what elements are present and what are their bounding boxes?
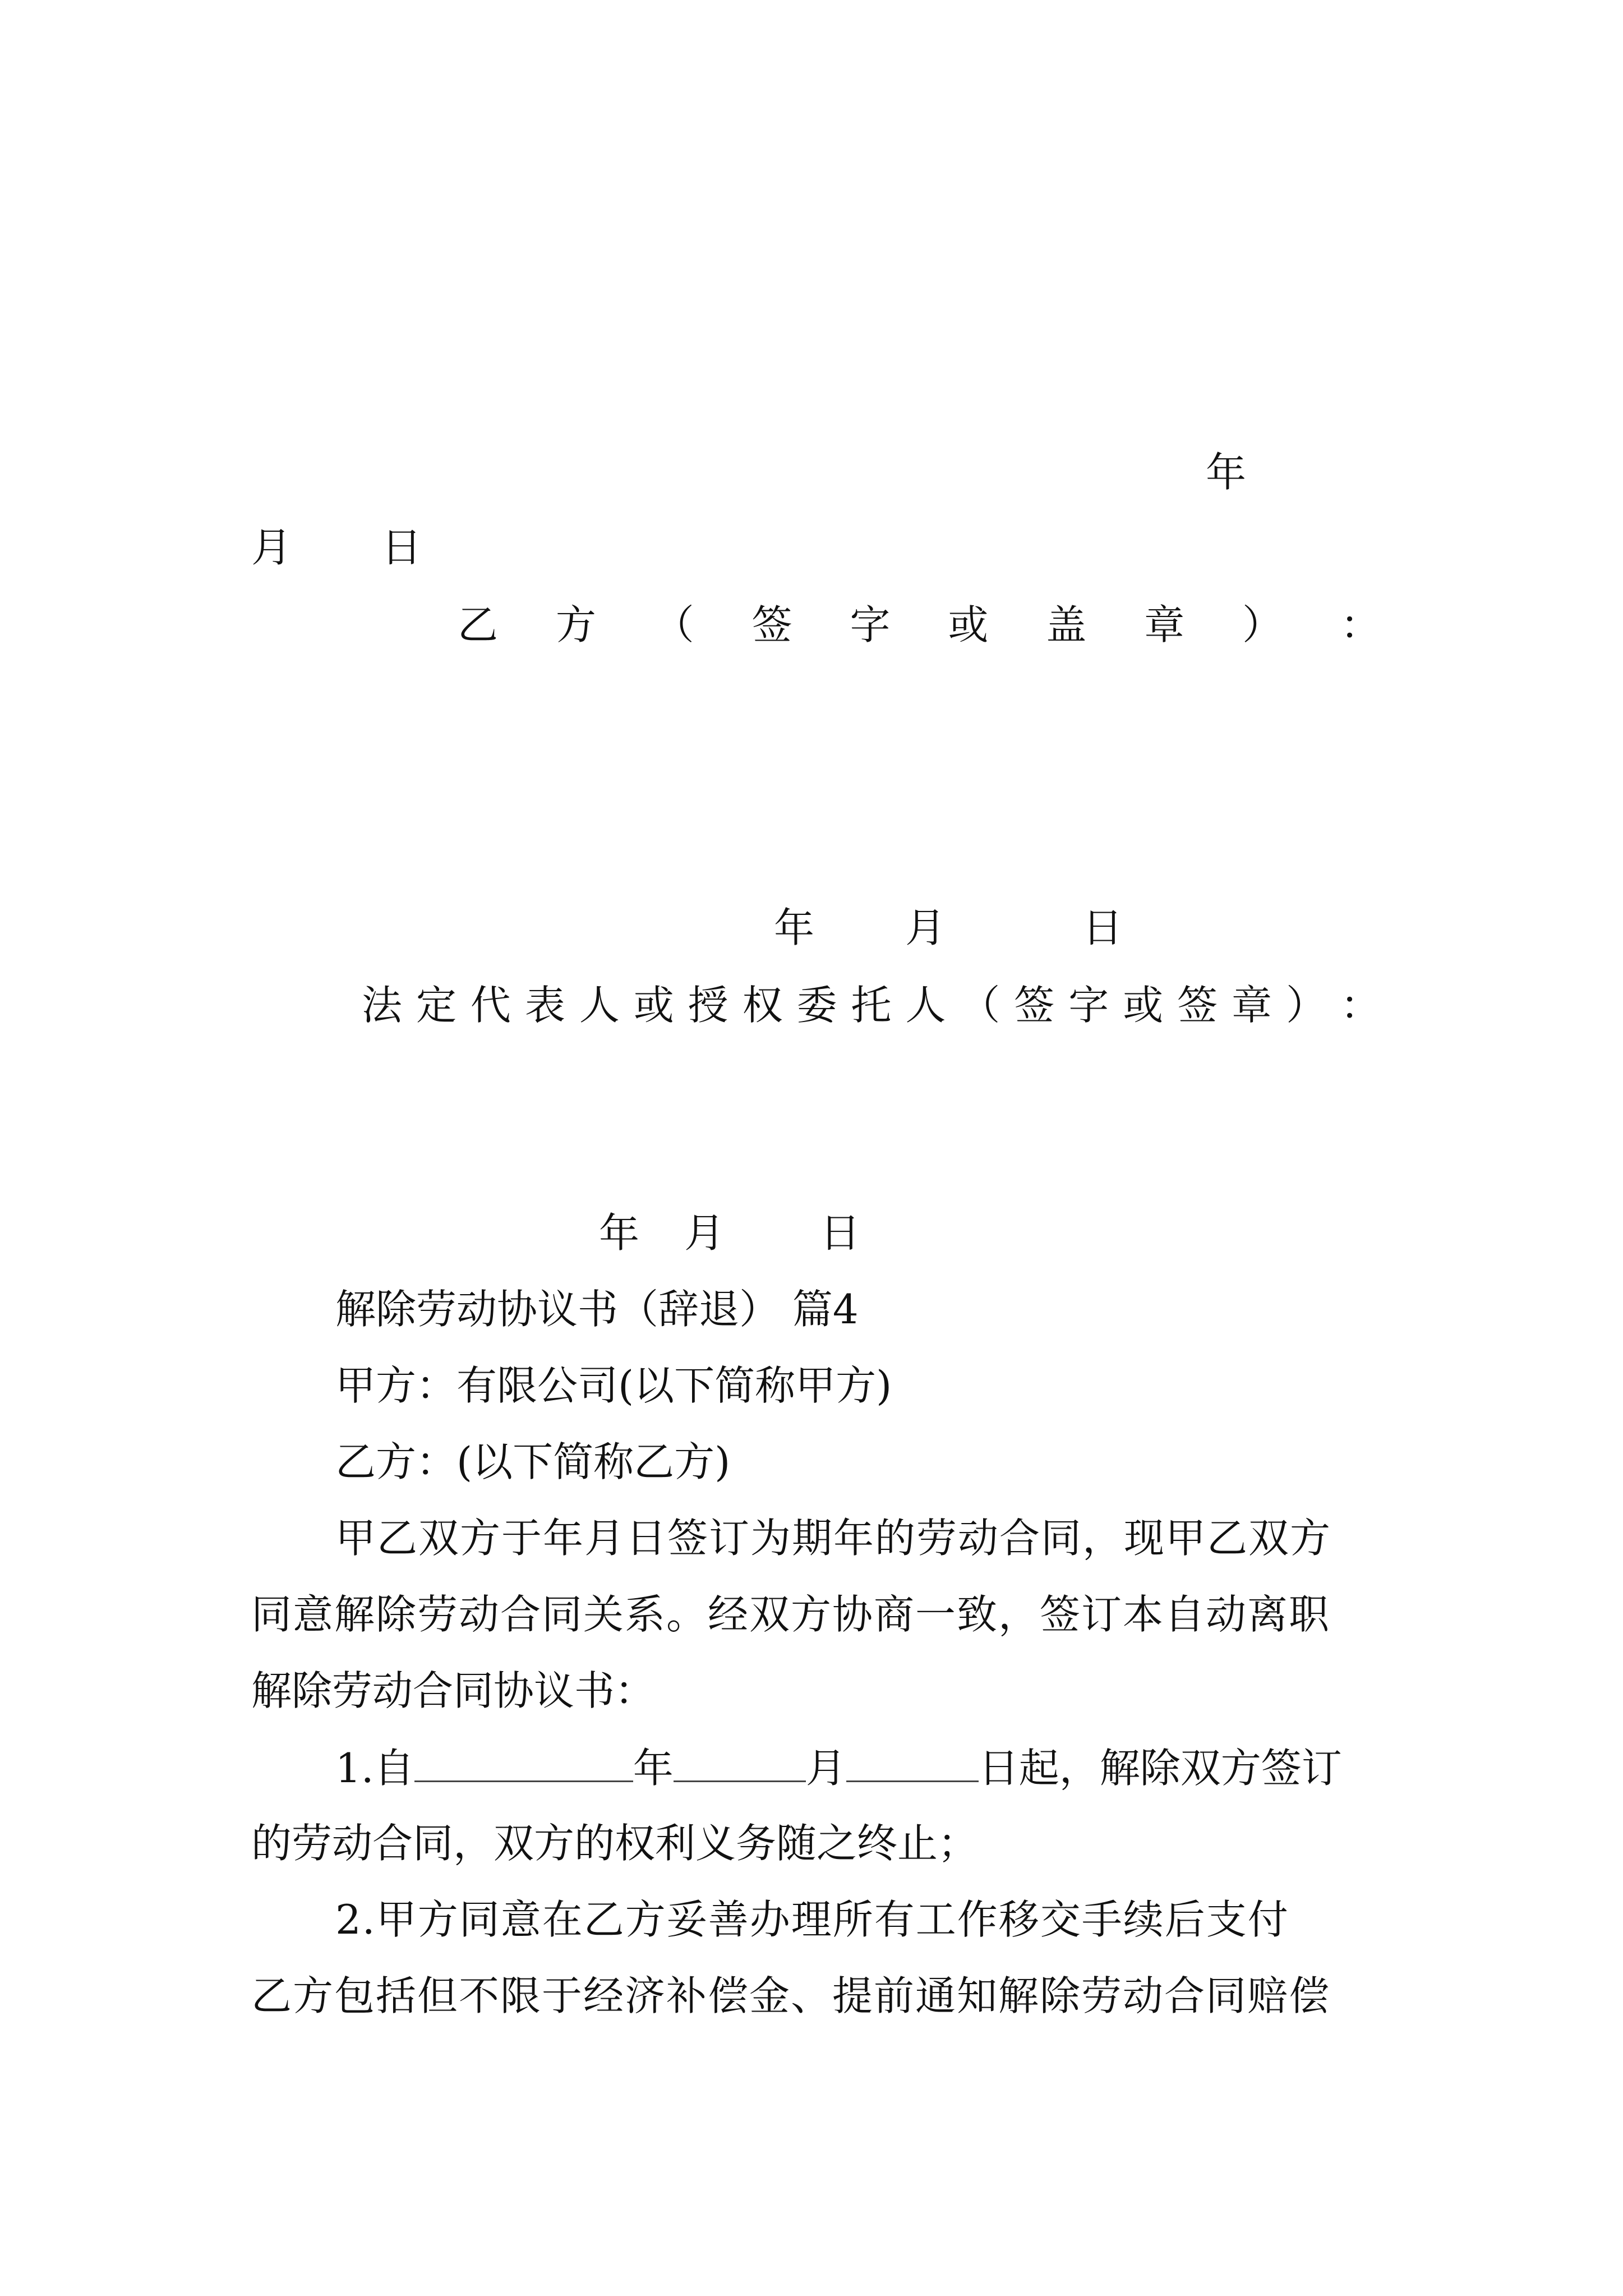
sign-char: 表: [524, 982, 565, 1029]
clause-2-line-2: 乙方包括但不限于经济补偿金、提前通知解除劳动合同赔偿: [251, 1972, 1331, 2019]
agreement-title: 解除劳动协议书（辞退） 篇4: [335, 1286, 859, 1333]
sign-char: 定: [416, 982, 457, 1029]
sign-char: 章: [1232, 982, 1272, 1029]
legal-rep-signature-label: [362, 982, 1381, 1029]
sign-month-1: 月: [251, 524, 292, 571]
intro-paragraph-line: 甲乙双方于年月日签订为期年的劳动合同，现甲乙双方: [335, 1515, 1332, 1562]
sign-char: 授: [688, 982, 728, 1029]
sign-year-2: 年: [774, 904, 815, 951]
party-b-signature-label: [458, 601, 1381, 648]
sign-char: 委: [796, 982, 837, 1029]
sign-char: 代: [470, 982, 511, 1029]
sign-char: 签: [1177, 982, 1218, 1029]
party-a-line: 甲方：有限公司(以下简称甲方): [335, 1362, 892, 1409]
sign-char: ）: [1242, 601, 1283, 648]
clause-1-prefix: 1.自: [335, 1745, 414, 1792]
sign-day-2: 日: [1082, 904, 1123, 951]
clause-2-line-1: 2.甲方同意在乙方妥善办理所有工作移交手续后支付: [335, 1896, 1289, 1943]
sign-char: 或: [1123, 982, 1164, 1029]
sign-char: ：: [1340, 601, 1381, 648]
clause-1-line: [335, 1745, 1342, 1792]
sign-char: 人: [905, 982, 946, 1029]
sign-char: 乙: [458, 601, 499, 648]
sign-char: ：: [1340, 982, 1381, 1029]
party-b-line: 乙方：(以下简称乙方): [335, 1438, 731, 1485]
month-blank: [674, 1747, 806, 1782]
sign-char: 字: [1068, 982, 1109, 1029]
sign-char: ）: [1285, 982, 1326, 1029]
sign-month-3: 月: [684, 1209, 725, 1257]
sign-char: 托: [851, 982, 892, 1029]
day-blank: [846, 1747, 979, 1782]
sign-char: 法: [362, 982, 403, 1029]
sign-char: 人: [579, 982, 620, 1029]
sign-char: 章: [1144, 601, 1185, 648]
sign-char: 签: [751, 601, 792, 648]
sign-year-1: 年: [1206, 449, 1247, 496]
sign-char: 字: [850, 601, 891, 648]
clause-1-line-2: 的劳动合同，双方的权利义务随之终止；: [251, 1820, 979, 1867]
intro-paragraph-line: 同意解除劳动合同关系。经双方协商一致，签订本自动离职: [251, 1591, 1331, 1638]
sign-month-2: 月: [905, 904, 946, 951]
clause-1-suffix: 日起，解除双方签订: [978, 1745, 1342, 1792]
sign-char: 或: [948, 601, 989, 648]
sign-year-3: 年: [599, 1209, 640, 1257]
sign-char: （: [960, 982, 1000, 1029]
year-blank: [414, 1747, 633, 1782]
sign-char: 方: [555, 601, 596, 648]
clause-1-year: 年: [633, 1745, 674, 1792]
sign-char: 签: [1014, 982, 1055, 1029]
sign-day-3: 日: [820, 1209, 861, 1257]
sign-char: （: [653, 601, 694, 648]
sign-char: 盖: [1046, 601, 1087, 648]
sign-day-1: 日: [381, 524, 422, 571]
sign-char: 或: [633, 982, 674, 1029]
clause-1-month: 月: [805, 1745, 846, 1792]
sign-char: 权: [742, 982, 783, 1029]
intro-paragraph-line: 解除劳动合同协议书：: [251, 1667, 656, 1714]
